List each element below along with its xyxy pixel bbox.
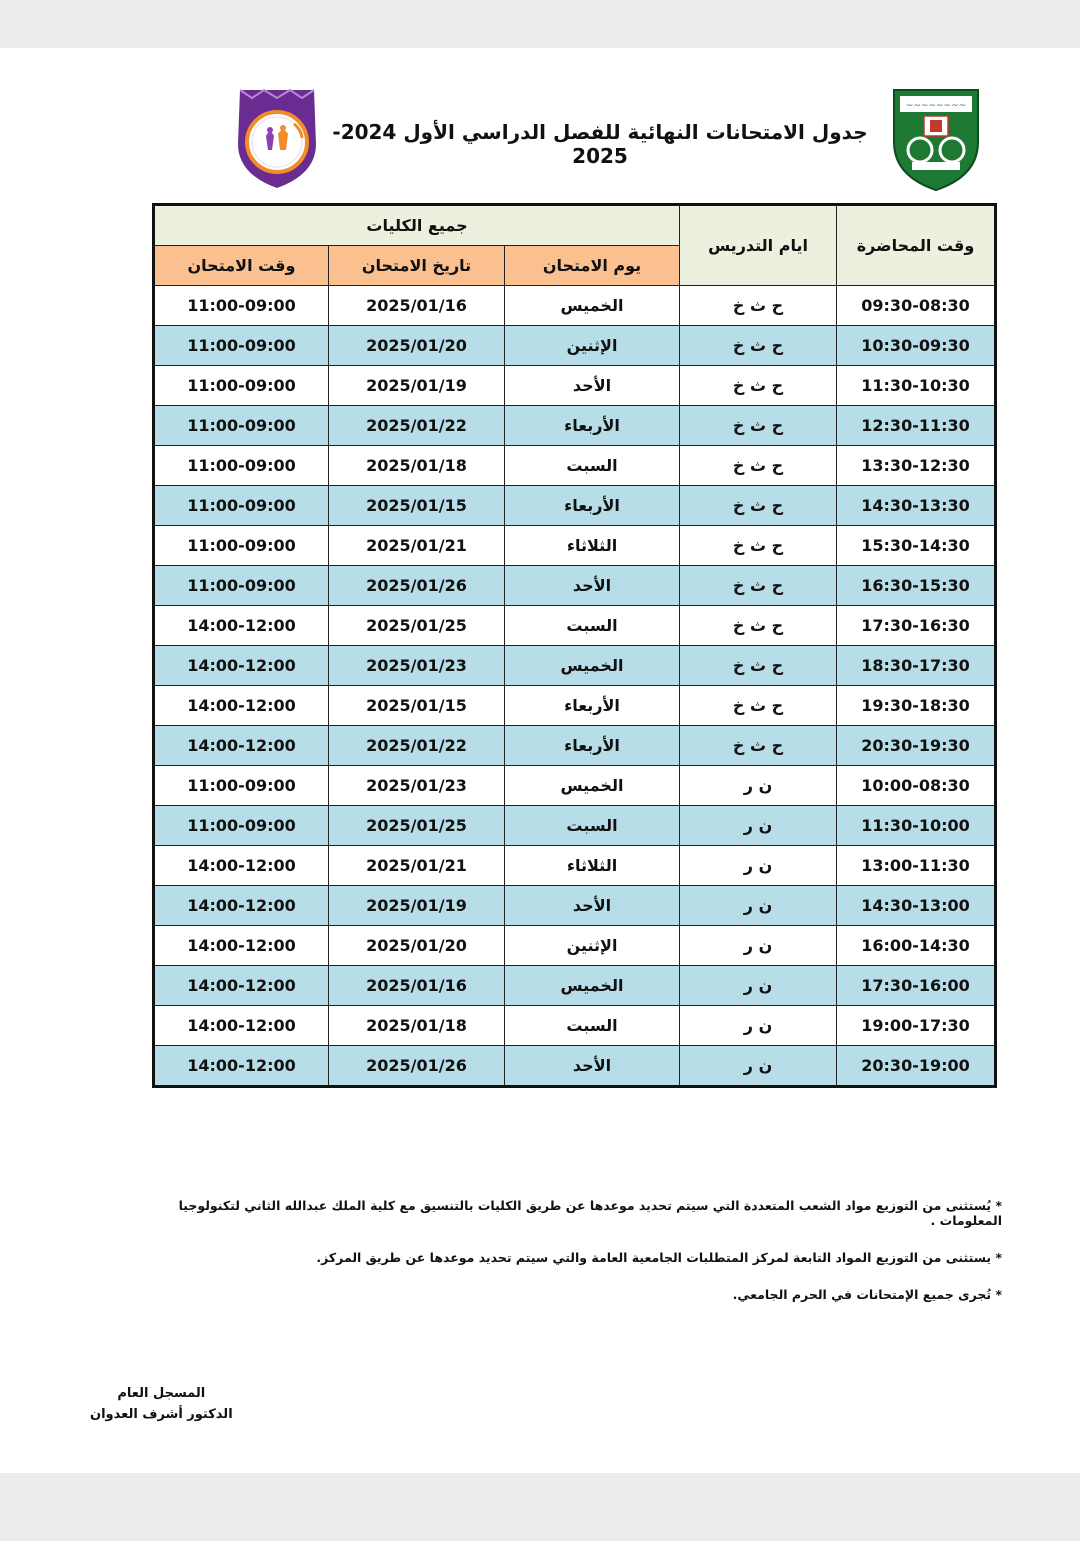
exam-date-cell: 2025/01/18 — [329, 1006, 505, 1046]
lecture-time-cell: 16:30-15:30 — [837, 566, 996, 606]
exam-day-cell: السبت — [505, 606, 680, 646]
lecture-time-cell: 15:30-14:30 — [837, 526, 996, 566]
table-row — [154, 806, 996, 846]
exam-time-cell: 11:00-09:00 — [154, 486, 329, 526]
lecture-time-cell: 13:00-11:30 — [837, 846, 996, 886]
lecture-time-cell: 13:30-12:30 — [837, 446, 996, 486]
table-row — [154, 606, 996, 646]
exam-day-cell: الأربعاء — [505, 686, 680, 726]
exam-day-cell: الخميس — [505, 286, 680, 326]
lecture-time-cell: 18:30-17:30 — [837, 646, 996, 686]
exam-date-cell: 2025/01/19 — [329, 366, 505, 406]
exam-time-cell: 14:00-12:00 — [154, 926, 329, 966]
page-title: جدول الامتحانات النهائية للفصل الدراسي الأول 2024-2025 — [332, 120, 868, 168]
table-row — [154, 566, 996, 606]
signature-name: الدكتور أشرف العدوان — [90, 1407, 233, 1422]
table-row — [154, 366, 996, 406]
exam-day-cell: الإثنين — [505, 926, 680, 966]
lecture-time-cell: 10:00-08:30 — [837, 766, 996, 806]
exam-schedule-table — [152, 203, 997, 1088]
table-row — [154, 886, 996, 926]
exam-time-cell: 14:00-12:00 — [154, 686, 329, 726]
note-item: * يُستثنى من التوزيع مواد الشعب المتعددة التي سيتم تحديد موعدها عن طريق الكليات بالتنسيق مع كلية الملك عبدالله الثاني لتكنولوجيا المعلومات . — [178, 1198, 1002, 1228]
exam-time-cell: 14:00-12:00 — [154, 1006, 329, 1046]
table-row — [154, 966, 996, 1006]
teaching-days-cell: ن ر — [680, 926, 837, 966]
lecture-time-cell: 11:30-10:30 — [837, 366, 996, 406]
lecture-time-cell: 14:30-13:30 — [837, 486, 996, 526]
exam-date-cell: 2025/01/15 — [329, 486, 505, 526]
exam-date-cell: 2025/01/25 — [329, 806, 505, 846]
table-row — [154, 726, 996, 766]
exam-day-cell: الإثنين — [505, 326, 680, 366]
teaching-days-cell: ن ر — [680, 886, 837, 926]
exam-date-cell: 2025/01/20 — [329, 326, 505, 366]
lecture-time-cell: 09:30-08:30 — [837, 286, 996, 326]
exam-date-cell: 2025/01/22 — [329, 406, 505, 446]
exam-time-cell: 14:00-12:00 — [154, 606, 329, 646]
lecture-time-cell: 12:30-11:30 — [837, 406, 996, 446]
table-row — [154, 326, 996, 366]
table-row — [154, 766, 996, 806]
teaching-days-cell: ح ث خ — [680, 406, 837, 446]
header-lecture-time: وقت المحاضرة — [837, 205, 996, 286]
exam-time-cell: 14:00-12:00 — [154, 726, 329, 766]
exam-day-cell: الخميس — [505, 646, 680, 686]
lecture-time-cell: 17:30-16:00 — [837, 966, 996, 1006]
exam-date-cell: 2025/01/25 — [329, 606, 505, 646]
exam-time-cell: 14:00-12:00 — [154, 846, 329, 886]
exam-time-cell: 11:00-09:00 — [154, 766, 329, 806]
exam-day-cell: الأربعاء — [505, 406, 680, 446]
teaching-days-cell: ح ث خ — [680, 646, 837, 686]
exam-date-cell: 2025/01/23 — [329, 766, 505, 806]
exam-time-cell: 11:00-09:00 — [154, 446, 329, 486]
note-item: * تُجرى جميع الإمتحانات في الحرم الجامعي. — [732, 1287, 1002, 1302]
exam-day-cell: السبت — [505, 806, 680, 846]
teaching-days-cell: ن ر — [680, 846, 837, 886]
table-row — [154, 526, 996, 566]
exam-time-cell: 14:00-12:00 — [154, 886, 329, 926]
table-row — [154, 646, 996, 686]
teaching-days-cell: ح ث خ — [680, 326, 837, 366]
teaching-days-cell: ح ث خ — [680, 566, 837, 606]
lecture-time-cell: 19:00-17:30 — [837, 1006, 996, 1046]
exam-day-cell: السبت — [505, 446, 680, 486]
lecture-time-cell: 19:30-18:30 — [837, 686, 996, 726]
table-row — [154, 926, 996, 966]
exam-day-cell: الأحد — [505, 1046, 680, 1087]
exam-date-cell: 2025/01/18 — [329, 446, 505, 486]
exam-time-cell: 14:00-12:00 — [154, 1046, 329, 1087]
table-row — [154, 1006, 996, 1046]
table-row — [154, 406, 996, 446]
university-green-crest-logo-icon — [888, 84, 984, 192]
header-teaching-days: ايام التدريس — [680, 205, 837, 286]
table-row — [154, 446, 996, 486]
exam-time-cell: 11:00-09:00 — [154, 806, 329, 846]
exam-day-cell: الأحد — [505, 886, 680, 926]
exam-time-cell: 11:00-09:00 — [154, 286, 329, 326]
table-row — [154, 286, 996, 326]
teaching-days-cell: ن ر — [680, 766, 837, 806]
teaching-days-cell: ح ث خ — [680, 686, 837, 726]
table-row — [154, 846, 996, 886]
teaching-days-cell: ن ر — [680, 966, 837, 1006]
teaching-days-cell: ن ر — [680, 806, 837, 846]
signature-block — [90, 1386, 233, 1428]
table-row — [154, 686, 996, 726]
exam-time-cell: 14:00-12:00 — [154, 646, 329, 686]
teaching-days-cell: ح ث خ — [680, 726, 837, 766]
teaching-days-cell: ن ر — [680, 1006, 837, 1046]
table-row — [154, 1046, 996, 1087]
exam-day-cell: الخميس — [505, 966, 680, 1006]
group-header-all-colleges: جميع الكليات — [154, 205, 680, 246]
exam-day-cell: الثلاثاء — [505, 526, 680, 566]
exam-time-cell: 11:00-09:00 — [154, 326, 329, 366]
teaching-days-cell: ح ث خ — [680, 606, 837, 646]
exam-day-cell: الخميس — [505, 766, 680, 806]
table-header-row — [154, 205, 996, 246]
purple-shield-clock-logo-icon — [232, 84, 322, 190]
exam-time-cell: 11:00-09:00 — [154, 406, 329, 446]
teaching-days-cell: ح ث خ — [680, 526, 837, 566]
exam-date-cell: 2025/01/21 — [329, 846, 505, 886]
lecture-time-cell: 20:30-19:30 — [837, 726, 996, 766]
teaching-days-cell: ح ث خ — [680, 446, 837, 486]
exam-day-cell: الأحد — [505, 366, 680, 406]
table-row — [154, 486, 996, 526]
exam-day-cell: الأحد — [505, 566, 680, 606]
notes-section — [142, 1198, 1002, 1324]
teaching-days-cell: ح ث خ — [680, 286, 837, 326]
exam-date-cell: 2025/01/26 — [329, 566, 505, 606]
exam-time-cell: 11:00-09:00 — [154, 526, 329, 566]
signature-role: المسجل العام — [117, 1386, 206, 1401]
exam-date-cell: 2025/01/20 — [329, 926, 505, 966]
document-page — [0, 48, 1080, 1473]
exam-date-cell: 2025/01/23 — [329, 646, 505, 686]
teaching-days-cell: ن ر — [680, 1046, 837, 1087]
header-exam-time: وقت الامتحان — [154, 246, 329, 286]
exam-date-cell: 2025/01/19 — [329, 886, 505, 926]
exam-day-cell: الثلاثاء — [505, 846, 680, 886]
exam-date-cell: 2025/01/16 — [329, 286, 505, 326]
exam-date-cell: 2025/01/21 — [329, 526, 505, 566]
exam-time-cell: 11:00-09:00 — [154, 566, 329, 606]
exam-day-cell: السبت — [505, 1006, 680, 1046]
header-exam-day: يوم الامتحان — [505, 246, 680, 286]
teaching-days-cell: ح ث خ — [680, 366, 837, 406]
svg-text:~~~~~~~~: ~~~~~~~~ — [905, 101, 967, 111]
exam-date-cell: 2025/01/26 — [329, 1046, 505, 1087]
exam-date-cell: 2025/01/16 — [329, 966, 505, 1006]
exam-date-cell: 2025/01/22 — [329, 726, 505, 766]
exam-day-cell: الأربعاء — [505, 726, 680, 766]
lecture-time-cell: 10:30-09:30 — [837, 326, 996, 366]
exam-day-cell: الأربعاء — [505, 486, 680, 526]
exam-time-cell: 11:00-09:00 — [154, 366, 329, 406]
header-exam-date: تاريخ الامتحان — [329, 246, 505, 286]
lecture-time-cell: 16:00-14:30 — [837, 926, 996, 966]
teaching-days-cell: ح ث خ — [680, 486, 837, 526]
exam-date-cell: 2025/01/15 — [329, 686, 505, 726]
lecture-time-cell: 17:30-16:30 — [837, 606, 996, 646]
lecture-time-cell: 14:30-13:00 — [837, 886, 996, 926]
exam-time-cell: 14:00-12:00 — [154, 966, 329, 1006]
note-item: * يستثنى من التوزيع المواد التابعة لمركز المتطلبات الجامعية العامة والتي سيتم تحديد موعدها عن طريق المركز. — [316, 1250, 1002, 1265]
lecture-time-cell: 20:30-19:00 — [837, 1046, 996, 1087]
lecture-time-cell: 11:30-10:00 — [837, 806, 996, 846]
